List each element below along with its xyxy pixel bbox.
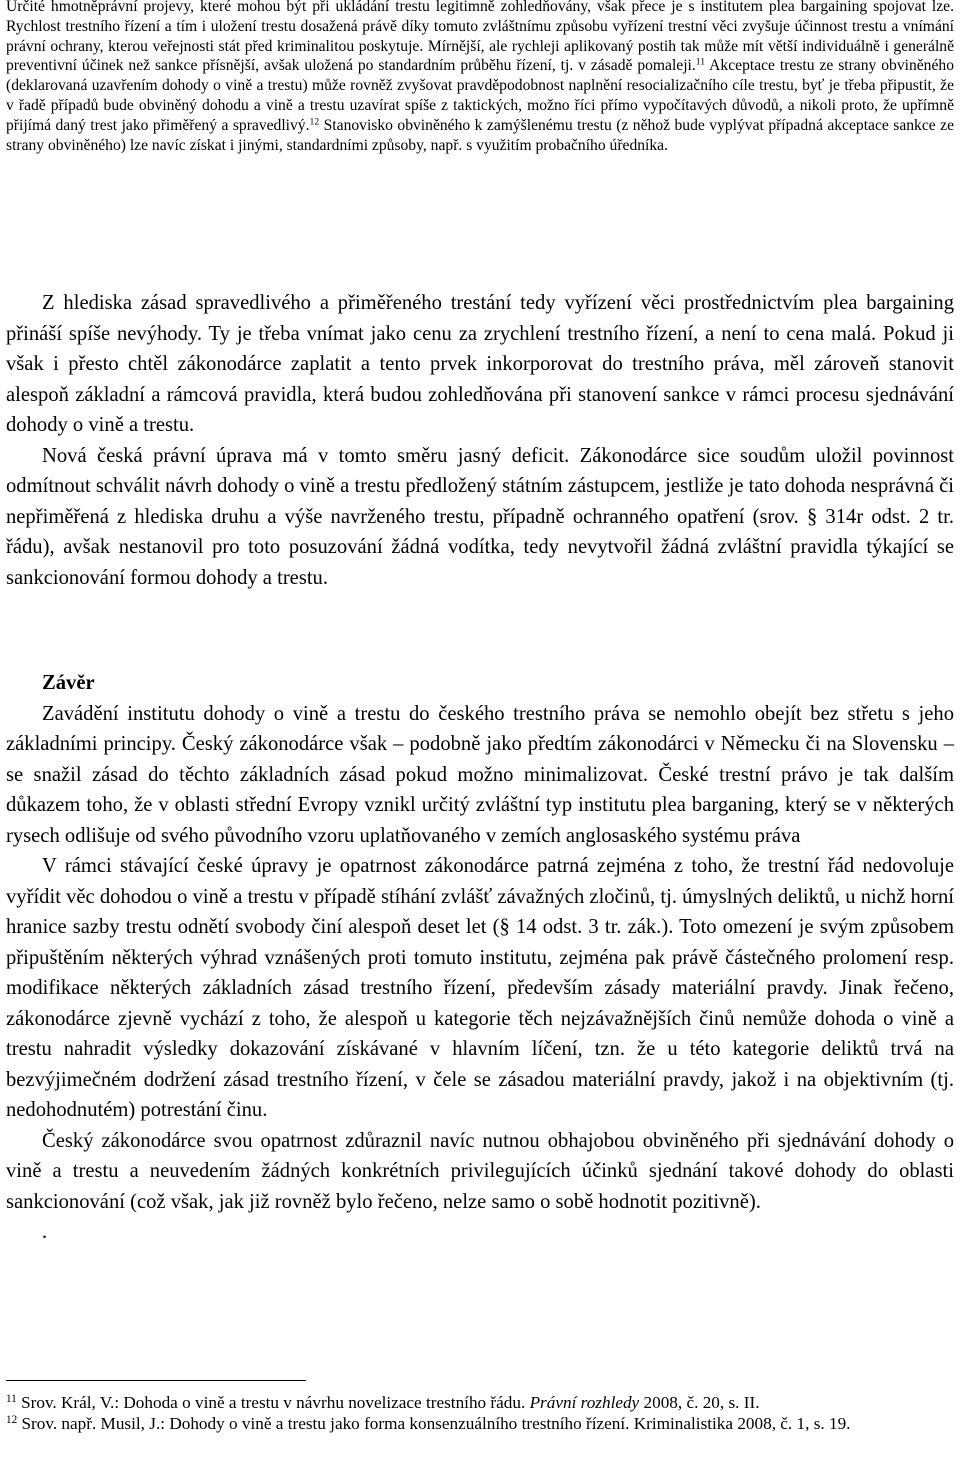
trailing-dot: . — [42, 1221, 48, 1243]
conclusion-section — [6, 668, 954, 1248]
small-paragraph-part3: Stanovisko obviněného k zamýšlenému trestu (z něhož bude vyplývat případná akceptace sankce ze strany obviněného) lze navíc získat i jinými, standardními způsoby, např. s využitím probačního úředníka. — [6, 116, 954, 154]
footnote-number: 12 — [6, 1413, 18, 1426]
footnote-text: Srov. např. Musil, J.: Dohody o vině a trestu jako forma konsenzuálního trestního řízení. Kriminalistika 2008, č. 1, s. 19. — [17, 1414, 851, 1433]
body-paragraph: Zavádění institutu dohody o vině a trestu do českého trestního práva se nemohlo obejít bez střetu s jeho základními principy. Český zákonodárce však – podobně jako předtím zákonodárci v Německu či na Slovensku – se snažil zásad do těchto základních zásad pokud možno minimalizovat. České trestní právo je tak dalším důkazem toho, že v oblasti střední Evropy vznikl určitý zvláštní typ institutu plea barganing, který se v některých rysech odlišuje od svého původního vzoru uplatňovaného v zemích anglosaského systému práva — [6, 702, 954, 847]
footnote-12 — [6, 1413, 954, 1434]
small-paragraph-block — [6, 0, 954, 155]
footnote-journal-title: Právní rozhledy — [529, 1393, 640, 1412]
footnote-text-tail: 2008, č. 20, s. II. — [639, 1393, 760, 1412]
footnotes-block — [6, 1392, 954, 1434]
section1-block — [6, 288, 954, 593]
body-paragraph: Z hlediska zásad spravedlivého a přiměřeného trestání tedy vyřízení věci prostřednictvím plea bargaining přináší spíše nevýhody. Ty je třeba vnímat jako cenu za zrychlení trestního řízení, a není to cena malá. Pokud ji však i přesto chtěl zákonodárce zaplatit a tento prvek inkorporovat do trestního práva, měl zároveň stanovit alespoň základní a rámcová pravidla, která budou zohledňována při stanovení sankce v rámci procesu sjednávání dohody o vině a trestu. — [6, 292, 954, 436]
footnote-11 — [6, 1392, 954, 1413]
small-paragraph-part1: Určité hmotněprávní projevy, které mohou být při ukládání trestu legitimně zohledňovány, však přece je s institutem plea bargaining spojovat lze. Rychlost trestního řízení a tím i uložení trestu dosažená právě díky tomuto zvláštnímu způsobu vyřízení trestní věci zvyšuje účinnost trestu a vnímání právní ochrany, kterou veřejnosti stát před kriminalitou poskytuje. Mírnější, ale rychleji aplikovaný postih tak může mít větší individuálně i generálně preventivní účinek než sankce přísnější, avšak uložená po standardním průběhu řízení, tj. v zásadě pomaleji. — [6, 0, 954, 75]
footnote-separator — [6, 1380, 306, 1381]
small-paragraph — [6, 0, 954, 155]
section-heading: Závěr — [42, 672, 95, 694]
footnote-number: 11 — [6, 1392, 17, 1405]
body-paragraph: Nová česká právní úprava má v tomto směru jasný deficit. Zákonodárce sice soudům uložil povinnost odmítnout schválit návrh dohody o vině a trestu předložený státním zástupcem, jestliže je tato dohoda nesprávná či nepřiměřená z hlediska druhu a výše navrženého trestu, případně ochranného opatření (srov. § 314r odst. 2 tr. řádu), avšak nestanovil pro toto posuzování žádná vodítka, tedy nevytvořil žádná zvláštní pravidla týkající se sankcionování formou dohody a trestu. — [6, 444, 954, 589]
small-paragraph-part2: Akceptace trestu ze strany obviněného (deklarovaná uzavřením dohody o vině a trestu) může rovněž zvyšovat pravděpodobnost naplnění resocializačního cíle trestu, byť je třeba připustit, že v řadě případů bude obviněný dohodu a vině a trestu uzavírat spíše z taktických, možno říci přímo vypočítavých důvodů, a nikoli proto, že upřímně přijímá daný trest jako přiměřený a spravedlivý. — [6, 57, 954, 134]
footnote-text: Srov. Král, V.: Dohoda o vině a trestu v návrhu novelizace trestního řádu. — [16, 1393, 530, 1412]
body-paragraph: Český zákonodárce svou opatrnost zdůraznil navíc nutnou obhajobou obviněného při sjednávání dohody o vině a trestu a neuvedením žádných konkrétních privilegujících účinků sjednání takové dohody do oblasti sankcionování (což však, jak již rovněž bylo řečeno, nelze samo o sobě hodnotit pozitivně). — [6, 1129, 954, 1213]
footnote-ref-11[interactable]: 11 — [695, 57, 706, 69]
body-paragraph: V rámci stávající české úpravy je opatrnost zákonodárce patrná zejména z toho, že trestní řád nedovoluje vyřídit věc dohodou o vině a trestu v případě stíhání zvlášť závažných zločinů, tj. úmyslných deliktů, u nichž horní hranice sazby trestu odnětí svobody činí alespoň deset let (§ 14 odst. 3 tr. zák.). Toto omezení je svým způsobem připuštěním některých výhrad vznášených proti tomuto institutu, zejména pak právě částečného prolomení resp. modifikace některých základních zásad trestního řízení, především zásady materiální pravdy. Jinak řečeno, zákonodárce zjevně vychází z toho, že alespoň u kategorie těch nejzávažnějších činů nemůže dohoda o vině a trestu nahradit výsledky dokazování získávané v hlavním líčení, tzn. že u této kategorie deliktů trvá na bezvýjimečném dodržení zásad trestního řízení, v čele se zásadou materiální pravdy, jakož i na objektivním (tj. nedohodnutém) potrestání činu. — [6, 855, 954, 1121]
footnote-ref-12[interactable]: 12 — [309, 116, 320, 128]
